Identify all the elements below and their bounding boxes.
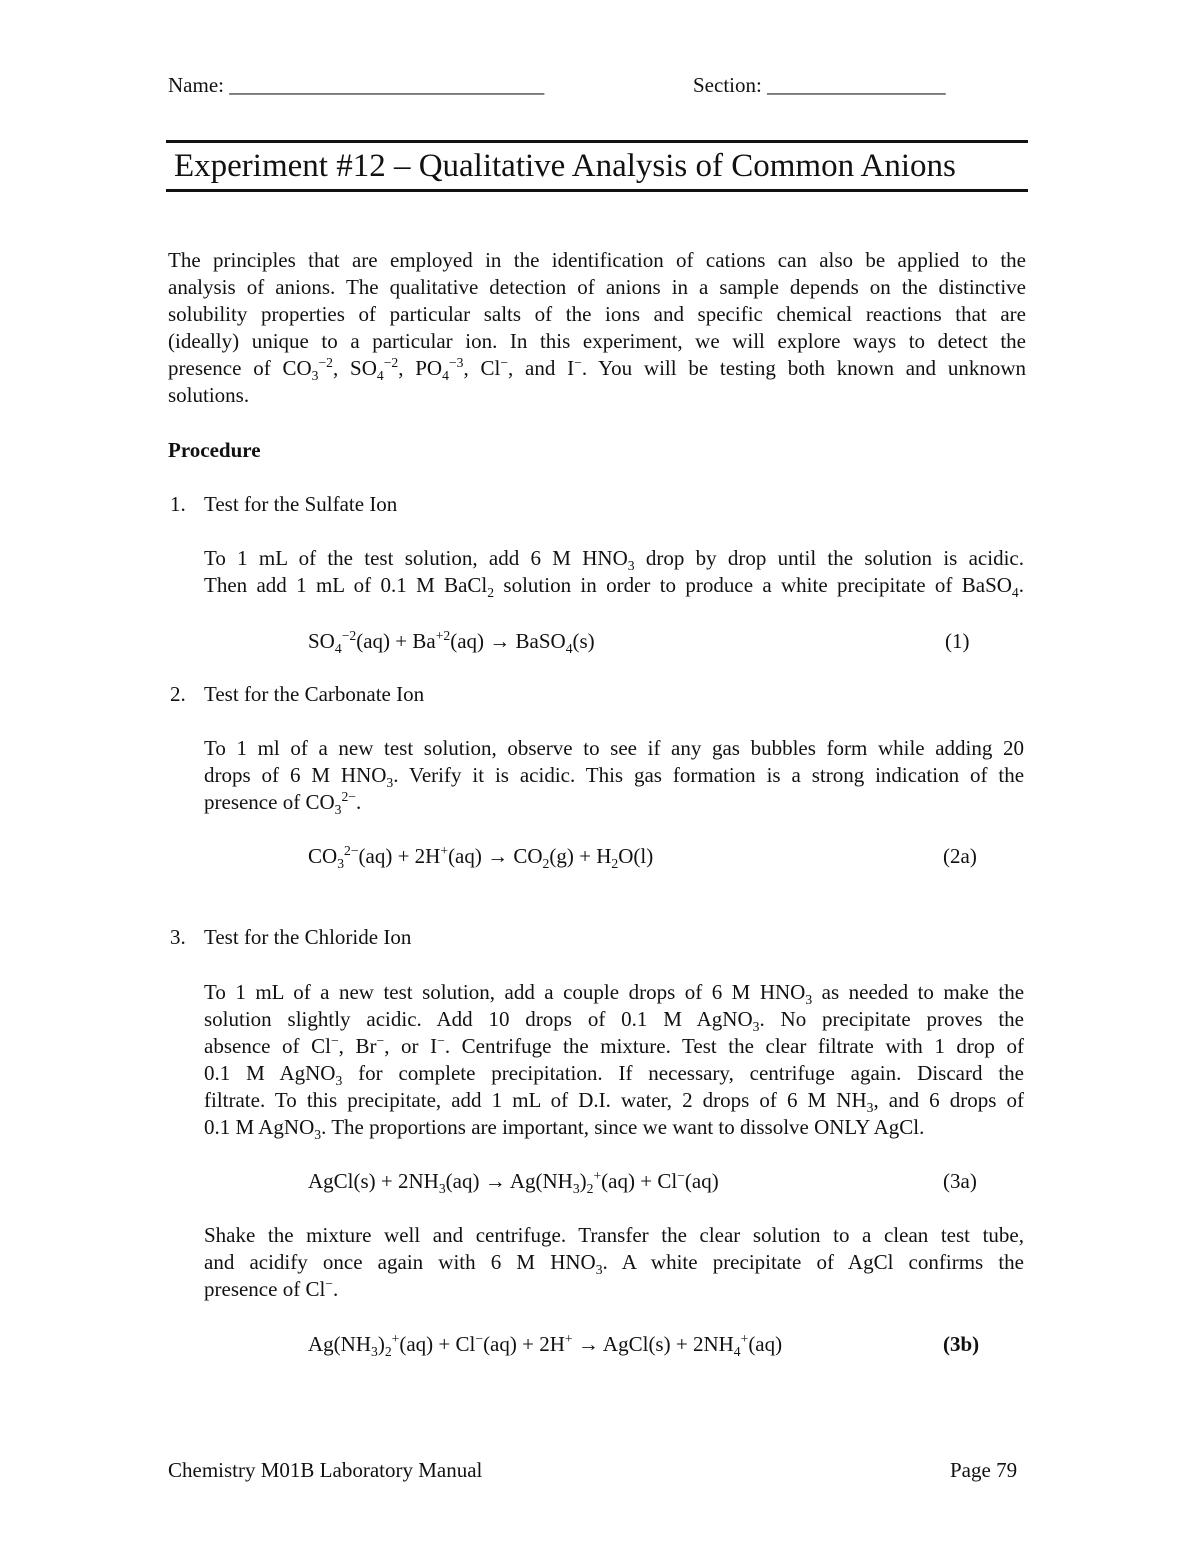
equation-3b: $Ag(NH_3)_2^+(aq) + Cl^-(aq) + 2H^+$ → AgCl(s) + $2NH_4^+(aq)$ — [308, 1331, 783, 1360]
equation-3b-number: (3b) — [943, 1332, 980, 1356]
footer-page-number: Page 79 — [950, 1458, 1018, 1482]
intro-line-3: solubility properties of particular salts of the ions and specific chemical reactions that are — [168, 302, 1026, 326]
step-2-para-line-1: To 1 ml of a new test solution, observe to see if any gas bubbles form while adding 20 — [204, 736, 1024, 760]
equation-3a: AgCl(s) + $2NH_3(aq) \to Ag(NH_3)_2^+(aq) + Cl^-(aq)$ — [308, 1168, 719, 1197]
equation-2a-number: (2a) — [943, 844, 977, 868]
name-field — [168, 72, 544, 98]
step-3-para-line-9: presence of Cl−. — [204, 1276, 339, 1301]
step-1-number: 1. — [170, 492, 186, 516]
step-2-para-line-3: presence of $CO_3^{2-}$. — [204, 789, 362, 818]
procedure-heading: Procedure — [168, 438, 261, 462]
step-3-para-line-2: solution slightly acidic. Add 10 drops of 0.1 M AgNO$_3$. No precipitate proves the — [204, 1007, 1024, 1035]
title-rule-bottom — [166, 189, 1028, 192]
step-3-number: 3. — [170, 925, 186, 949]
equation-1: $SO_4^{-2}(aq) + Ba^{+2}(aq)$ → BaSO$_4$(s) — [308, 628, 595, 657]
name-label: Name: — [168, 73, 224, 97]
equation-3a-number: (3a) — [943, 1169, 977, 1193]
step-3-para-line-1: To 1 mL of a new test solution, add a couple drops of 6 M $HNO_3$ as needed to make the — [204, 980, 1025, 1008]
step-3-para-line-7: Shake the mixture well and centrifuge. Transfer the clear solution to a clean test tube, — [204, 1223, 1024, 1247]
name-blank: ______________________________ — [229, 73, 545, 97]
intro-line-1: The principles that are employed in the identification of cations can also be applied to the — [168, 248, 1026, 272]
step-3-para-line-6: 0.1 M AgNO$_3$. The proportions are important, since we want to dissolve ONLY AgCl. — [204, 1115, 925, 1143]
step-3-para-line-4: 0.1 M AgNO$_3$ for complete precipitation. If necessary, centrifuge again. Discard the — [204, 1061, 1024, 1089]
title-rule-top — [166, 140, 1028, 143]
step-2-number: 2. — [170, 682, 186, 706]
step-3-para-line-3: absence of Cl−, Br−, or I−. Centrifuge the mixture. Test the clear filtrate with 1 drop of — [204, 1033, 1025, 1058]
section-label: Section: — [693, 73, 762, 97]
step-2-para-line-2: drops of 6 M $HNO_3$. Verify it is acidic. This gas formation is a strong indication of the — [204, 763, 1025, 791]
page-title: Experiment #12 – Qualitative Analysis of Common Anions — [174, 148, 956, 184]
section-field — [693, 72, 946, 98]
step-1-para-line-2: Then add 1 mL of 0.1 M BaCl$_2$ solution in order to produce a white precipitate of BaSO$_4$. — [204, 573, 1024, 601]
step-3-title: Test for the Chloride Ion — [204, 925, 412, 949]
step-3-para-line-8: and acidify once again with 6 M $HNO_3$. A white precipitate of AgCl confirms the — [204, 1250, 1024, 1278]
footer-manual-title: Chemistry M01B Laboratory Manual — [168, 1458, 483, 1482]
section-blank: _________________ — [767, 73, 946, 97]
intro-line-5: presence of $CO_3^{-2}$, $SO_4^{-2}$, $PO_4^{-3}$, Cl−, and I−. You will be testing both known and unknown — [168, 355, 1026, 384]
intro-line-2: analysis of anions. The qualitative detection of anions in a sample depends on the distinctive — [168, 275, 1026, 299]
equation-2a: $CO_3^{2-}(aq) + 2H^+(aq) \to CO_2(g) + H_2O(l)$ — [308, 843, 654, 872]
intro-line-6: solutions. — [168, 383, 250, 407]
step-2-title: Test for the Carbonate Ion — [204, 682, 425, 706]
step-3-para-line-5: filtrate. To this precipitate, add 1 mL of D.I. water, 2 drops of 6 M $NH_3$, and 6 drops of — [204, 1088, 1024, 1116]
equation-1-number: (1) — [945, 629, 970, 653]
step-1-title: Test for the Sulfate Ion — [204, 492, 398, 516]
step-1-para-line-1: To 1 mL of the test solution, add 6 M $HNO_3$ drop by drop until the solution is acidic. — [204, 546, 1024, 574]
intro-line-4: (ideally) unique to a particular ion. In this experiment, we will explore ways to detect the — [168, 329, 1026, 353]
